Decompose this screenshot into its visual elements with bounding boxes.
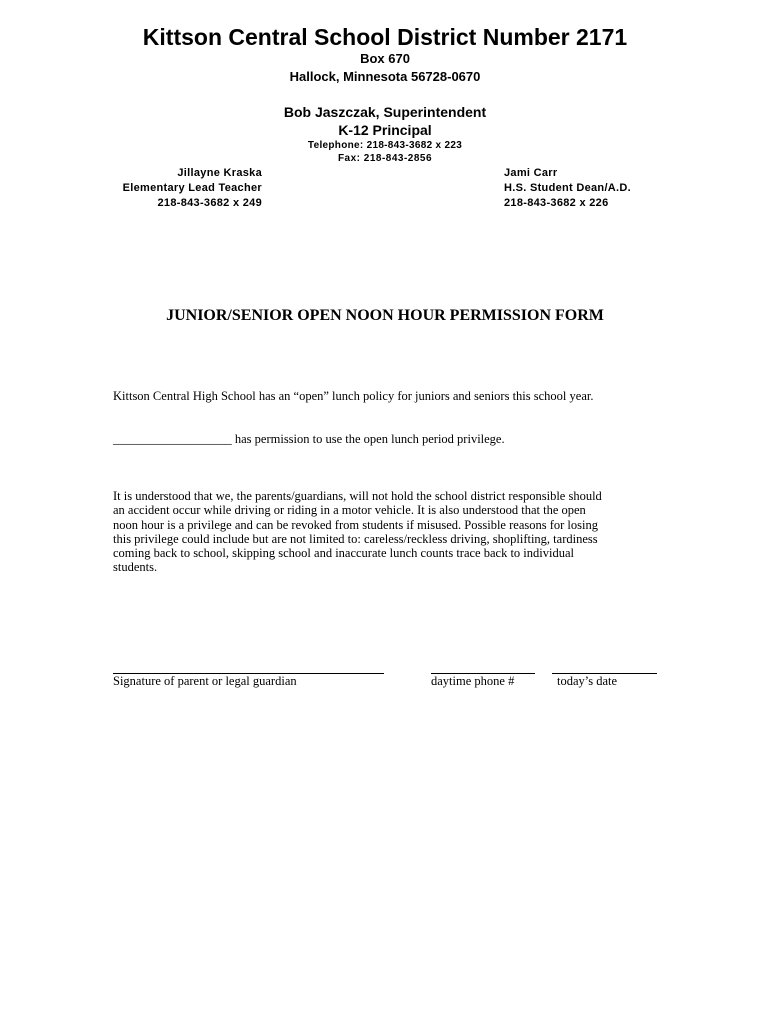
liability-line: an accident occur while driving or riding in a motor vehicle. It is also understood that the open [113, 503, 586, 518]
staff-contact-right [504, 166, 631, 211]
permission-paragraph: ___________________ has permission to use the open lunch period privilege. [113, 432, 505, 446]
address-city: Hallock, Minnesota 56728-0670 [289, 69, 481, 84]
staff-left-name: Jillayne Kraska [177, 167, 262, 179]
liability-line: coming back to school, skipping school and inaccurate lunch counts trace back to individual [113, 546, 574, 561]
form-title: JUNIOR/SENIOR OPEN NOON HOUR PERMISSION FORM [166, 307, 604, 324]
staff-left-phone: 218-843-3682 x 249 [157, 197, 262, 209]
staff-right-name: Jami Carr [504, 167, 558, 179]
guardian-signature-label: Signature of parent or legal guardian [113, 674, 297, 688]
todays-date-label: today’s date [557, 674, 618, 688]
liability-paragraph [113, 489, 661, 575]
liability-line: this privilege could include but are not limited to: careless/reckless driving, shoplifting, tardiness [113, 531, 598, 546]
district-name: Kittson Central School District Number 2171 [142, 24, 628, 50]
telephone-number: Telephone: 218-843-3682 x 223 [307, 140, 463, 151]
address-box: Box 670 [360, 51, 410, 66]
daytime-phone-label: daytime phone # [431, 674, 515, 688]
policy-paragraph: Kittson Central High School has an “open” lunch policy for juniors and seniors this school year. [113, 389, 594, 403]
staff-right-title: H.S. Student Dean/A.D. [504, 182, 631, 194]
staff-contact-left [100, 166, 262, 211]
liability-line: It is understood that we, the parents/guardians, will not hold the school district responsible should [113, 489, 602, 503]
liability-line: students. [113, 560, 158, 575]
fax-number: Fax: 218-843-2856 [337, 153, 433, 164]
principal-title: K-12 Principal [338, 122, 432, 138]
staff-left-title: Elementary Lead Teacher [122, 182, 262, 194]
liability-line: noon hour is a privilege and can be revoked from students if misused. Possible reasons for losing [113, 517, 598, 532]
staff-right-phone: 218-843-3682 x 226 [504, 197, 609, 209]
superintendent-name: Bob Jaszczak, Superintendent [283, 104, 487, 120]
